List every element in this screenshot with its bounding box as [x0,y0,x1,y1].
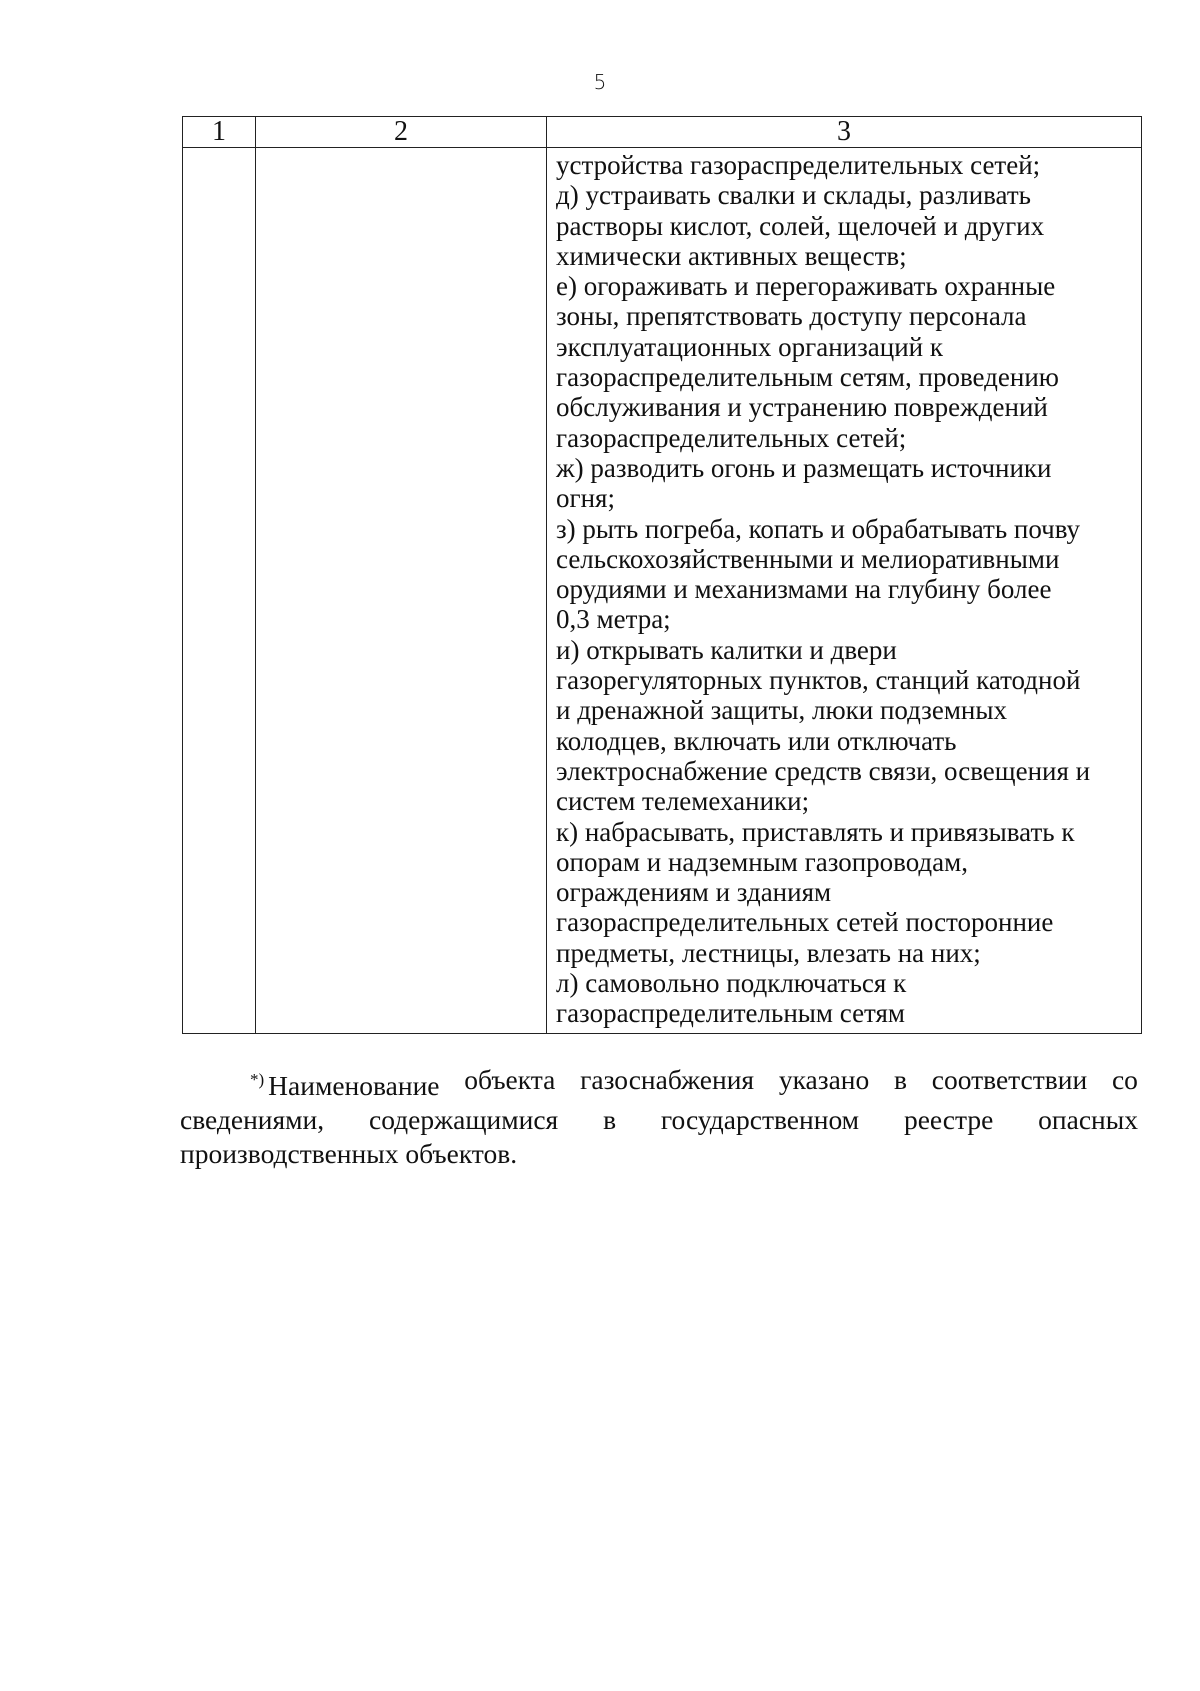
text-line: колодцев, включать или отключать [556,725,957,756]
footnote-marker: *) [250,1070,265,1089]
text-line: устройства газораспределительных сетей; [556,150,1041,180]
footnote-word: *) Наименование [250,1070,440,1101]
text-line: растворы кислот, солей, щелочей и других [556,210,1045,241]
footnote-word: указано [778,1064,870,1095]
text-line: электроснабжение средств связи, освещения и [556,755,1091,786]
text-line: газораспределительных сетей; [556,422,907,453]
column-header-1: 1 [183,117,256,148]
text-line: систем телемеханики; [556,786,810,817]
cell-col3-text [547,148,1142,1034]
text-line: и дренажной защиты, люки подземных [556,695,1008,726]
text-line: газораспределительным сетям [556,998,905,1029]
text-line: орудиями и механизмами на глубину более [556,574,1052,605]
footnote-line-2 [180,1103,1138,1137]
text-line: и) открывать калитки и двери [556,634,897,665]
text-line: к) набрасывать, приставлять и привязывать к [556,816,1075,847]
text-line: обслуживания и устранению повреждений [556,392,1048,423]
text-line: химически активных веществ; [556,240,907,271]
page-number: 5 [593,70,607,94]
text-line: д) устраивать свалки и склады, разливать [556,180,1031,211]
footnote-word: со [1111,1064,1138,1095]
table-header-row [183,117,1142,148]
cell-col2 [256,148,547,1034]
footnote-line-1 [180,1063,1138,1103]
column-header-3: 3 [547,117,1142,148]
text-line: опорам и надземным газопроводам, [556,846,968,877]
column-header-2: 2 [256,117,547,148]
footnote-word: опасных [1038,1104,1138,1135]
footnote-word: реестре [903,1104,994,1135]
text-line: предметы, лестницы, влезать на них; [556,937,981,968]
footnote-line-3: производственных объектов. [180,1138,518,1169]
cell-col1 [183,148,256,1034]
text-line: газораспределительным сетям, проведению [556,362,1059,393]
text-line: сельскохозяйственными и мелиоративными [556,543,1060,574]
text-line: ограждениям и зданиям [556,877,832,908]
text-line: эксплуатационных организаций к [556,331,943,362]
text-line: е) огораживать и перегораживать охранные [556,271,1056,302]
text-line: л) самовольно подключаться к [556,968,907,999]
text-line: газорегуляторных пунктов, станций катодной [556,665,1081,696]
text-line: зоны, препятствовать доступу персонала [556,301,1027,332]
footnote-word: в [894,1064,908,1095]
text-line: ж) разводить огонь и размещать источники [556,452,1052,483]
footnote-word: соответствии [931,1064,1088,1095]
footnote-word: газоснабжения [580,1064,755,1095]
footnote [180,1063,1138,1171]
text-line: з) рыть погреба, копать и обрабатывать почву [556,513,1081,544]
text-line: 0,3 метра; [556,604,671,635]
footnote-word: содержащимися [369,1104,559,1135]
footnote-word: государственном [660,1104,860,1135]
footnote-word: объекта [464,1064,556,1095]
footnote-word: в [603,1104,617,1135]
table-row [183,148,1142,1034]
text-line: огня; [556,483,615,514]
restrictions-table [182,116,1142,1034]
text-line: газораспределительных сетей посторонние [556,907,1054,938]
footnote-word: сведениями, [180,1104,325,1135]
